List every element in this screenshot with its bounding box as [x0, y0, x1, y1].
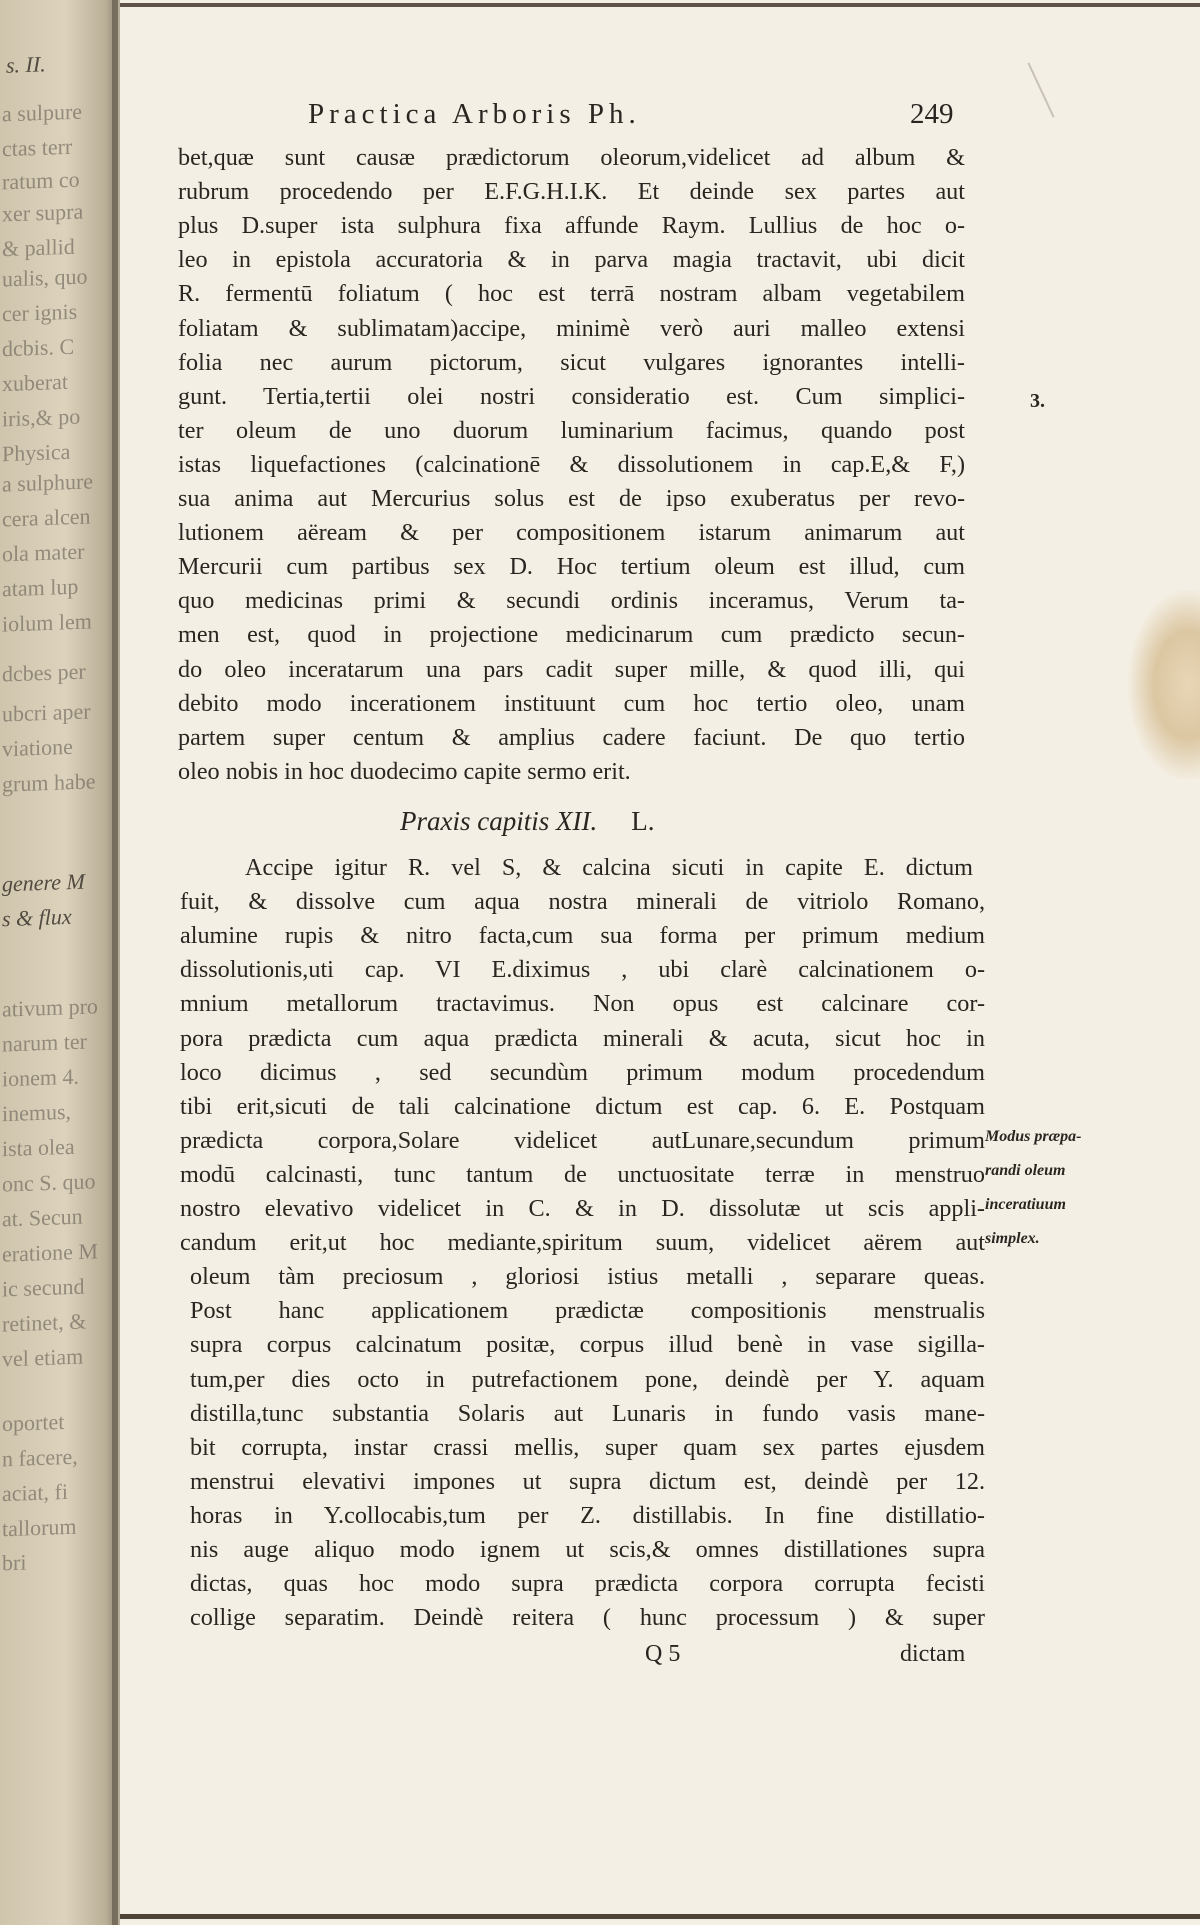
bleed-text: ctas terr — [2, 133, 73, 162]
page-stain — [1128, 590, 1200, 780]
margin-note-line: randi oleum — [985, 1162, 1066, 1179]
running-title: Practica Arboris Ph. — [308, 98, 641, 130]
text-line: dissolutionis,uti cap. VI E.diximus , ubi clarè calcinationem o- — [180, 956, 985, 984]
bleed-text: a sulphure — [2, 468, 94, 497]
bleed-text: genere M — [2, 868, 85, 897]
catchword: dictam — [900, 1641, 966, 1667]
text-line: bet,quæ sunt causæ prædictorum oleorum,videlicet ad album & — [178, 144, 965, 171]
bleed-text: grum habe — [2, 768, 96, 797]
text-line: folia nec aurum pictorum, sicut vulgares ignorantes intelli- — [178, 348, 965, 376]
bleed-text: ualis, quo — [2, 263, 88, 292]
text-line: gunt. Tertia,tertii olei nostri consideratio est. Cum simplici- — [178, 382, 965, 410]
bleed-text: xer supra — [2, 198, 84, 227]
text-line: prædicta corpora,Solare videlicet autLunare,secundum primum — [180, 1126, 985, 1154]
text-line: distilla,tunc substantia Solaris aut Lunaris in fundo vasis mane- — [190, 1399, 985, 1427]
text-line: modū calcinasti, tunc tantum de unctuositate terræ in menstruo — [180, 1160, 985, 1188]
bleed-text: ubcri aper — [2, 698, 91, 727]
signature-mark: Q 5 — [645, 1641, 681, 1667]
bleed-text: iris,& po — [2, 403, 81, 432]
bottom-rule — [120, 1914, 1200, 1919]
bleed-text: narum ter — [2, 1028, 87, 1057]
text-line: R. fermentū foliatum ( hoc est terrā nostram albam vegetabilem — [178, 280, 965, 308]
text-line: oleum tàm preciosum , gloriosi istius metalli , separare queas. — [190, 1263, 985, 1291]
bleed-text: cer ignis — [2, 298, 78, 327]
text-line: candum erit,ut hoc mediante,spiritum suum, videlicet aërem aut — [180, 1229, 985, 1257]
praxis-heading-signature: L. — [631, 806, 655, 836]
bleed-text: dcbes per — [2, 658, 86, 687]
bleed-text: iolum lem — [2, 608, 92, 637]
bleed-text: inemus, — [2, 1098, 72, 1127]
bleed-text: ratum co — [2, 166, 80, 195]
bleed-text: retinet, & — [2, 1308, 87, 1337]
text-line: menstrui elevativi impones ut supra dictum est, deindè per 12. — [190, 1467, 985, 1495]
text-line: rubrum procedendo per E.F.G.H.I.K. Et deinde sex partes aut — [178, 178, 965, 206]
text-line: tum,per dies octo in putrefactionem pone, deindè per Y. aquam — [190, 1365, 985, 1393]
text-line: plus D.super ista sulphura fixa affunde Raym. Lullius de hoc o- — [178, 212, 965, 240]
bleed-text: ionem 4. — [2, 1063, 79, 1092]
bleed-text: dcbis. C — [2, 333, 75, 362]
bleed-text: tallorum — [2, 1513, 77, 1542]
text-line: Mercurii cum partibus sex D. Hoc tertium oleum est illud, cum — [178, 553, 965, 581]
praxis-heading — [400, 806, 654, 837]
bleed-text: ola mater — [2, 538, 85, 567]
bleed-text: xuberat — [2, 368, 68, 397]
bleed-text: oportet — [2, 1408, 65, 1437]
margin-number: 3. — [1030, 390, 1045, 412]
bleed-text: viatione — [2, 733, 73, 762]
bleed-text: n facere, — [2, 1443, 78, 1472]
text-line: Accipe igitur R. vel S, & calcina sicuti in capite E. dictum — [245, 854, 973, 881]
bleed-text: bri — [2, 1549, 27, 1576]
bleed-text: onc S. quo — [2, 1168, 96, 1197]
bleed-text: ic secund — [2, 1273, 85, 1302]
text-line: men est, quod in projectione medicinarum cum prædicto secun- — [178, 621, 965, 649]
text-line: nis auge aliquo modo ignem ut scis,& omnes distillationes supra — [190, 1536, 985, 1563]
bleed-text: a sulpure — [2, 98, 83, 127]
text-line: ter oleum de uno duorum luminarium facimus, quando post — [178, 416, 965, 444]
text-line: lutionem aëream & per compositionem istarum animarum aut — [178, 519, 965, 547]
bleed-text: at. Secun — [2, 1203, 83, 1232]
margin-note-line: simplex. — [985, 1230, 1040, 1247]
text-line: Post hanc applicationem prædictæ compositionis menstrualis — [190, 1297, 985, 1325]
bleed-text: atam lup — [2, 573, 79, 602]
text-line: pora prædicta cum aqua prædicta minerali & acuta, sicut hoc in — [180, 1024, 985, 1052]
margin-note-line: Modus præpa- — [985, 1128, 1082, 1145]
praxis-heading-title: Praxis capitis XII. — [400, 806, 598, 836]
text-line: horas in Y.collocabis,tum per Z. distillabis. In fine distillatio- — [190, 1501, 985, 1529]
bleed-text: & pallid — [2, 233, 75, 262]
text-line: quo medicinas primi & secundi ordinis inceramus, Verum ta- — [178, 587, 965, 615]
text-line: oleo nobis in hoc duodecimo capite sermo erit. — [178, 757, 631, 785]
text-line: dictas, quas hoc modo supra prædicta corpora corrupta fecisti — [190, 1570, 985, 1598]
text-line: mnium metallorum tractavimus. Non opus est calcinare cor- — [180, 990, 985, 1018]
text-line: leo in epistola accuratoria & in parva magia tractavit, ubi dicit — [178, 246, 965, 274]
bleed-text: s. II. — [6, 51, 46, 78]
text-line: bit corrupta, instar crassi mellis, super quam sex partes ejusdem — [190, 1433, 985, 1461]
text-line: nostro elevativo videlicet in C. & in D. dissolutæ ut scis appli- — [180, 1195, 985, 1222]
text-line: debito modo incerationem instituunt cum hoc tertio oleo, unam — [178, 689, 965, 717]
bleed-text: eratione M — [2, 1238, 98, 1267]
bleed-text: s & flux — [2, 903, 72, 932]
text-line: sua anima aut Mercurius solus est de ipso exuberatus per revo- — [178, 485, 965, 512]
text-line: istas liquefactiones (calcinationē & dissolutionem in cap.E,& F,) — [178, 450, 965, 478]
text-line: foliatam & sublimatam)accipe, minimè verò auri malleo extensi — [178, 314, 965, 342]
text-line: loco dicimus , sed secundùm primum modum procedendum — [180, 1058, 985, 1086]
text-line: collige separatim. Deindè reitera ( hunc processum ) & super — [190, 1604, 985, 1632]
page-number: 249 — [910, 98, 954, 130]
bleed-text: vel etiam — [2, 1343, 84, 1372]
text-line: alumine rupis & nitro facta,cum sua forma per primum medium — [180, 922, 985, 950]
bleed-text: cera alcen — [2, 503, 91, 532]
text-line: supra corpus calcinatum positæ, corpus illud benè in vase sigilla- — [190, 1331, 985, 1359]
text-line: tibi erit,sicuti de tali calcinatione dictum est cap. 6. E. Postquam — [180, 1092, 985, 1120]
text-line: partem super centum & amplius cadere faciunt. De quo tertio — [178, 723, 965, 751]
bleed-text: ativum pro — [2, 993, 98, 1022]
text-line: do oleo inceratarum una pars cadit super mille, & quod illi, qui — [178, 655, 965, 683]
bleed-text: ista olea — [2, 1133, 75, 1162]
bleed-text: aciat, fi — [2, 1478, 68, 1507]
text-line: fuit, & dissolve cum aqua nostra minerali de vitriolo Romano, — [180, 888, 985, 916]
bleed-text: Physica — [2, 438, 71, 467]
margin-note-line: inceratiuum — [985, 1196, 1066, 1213]
